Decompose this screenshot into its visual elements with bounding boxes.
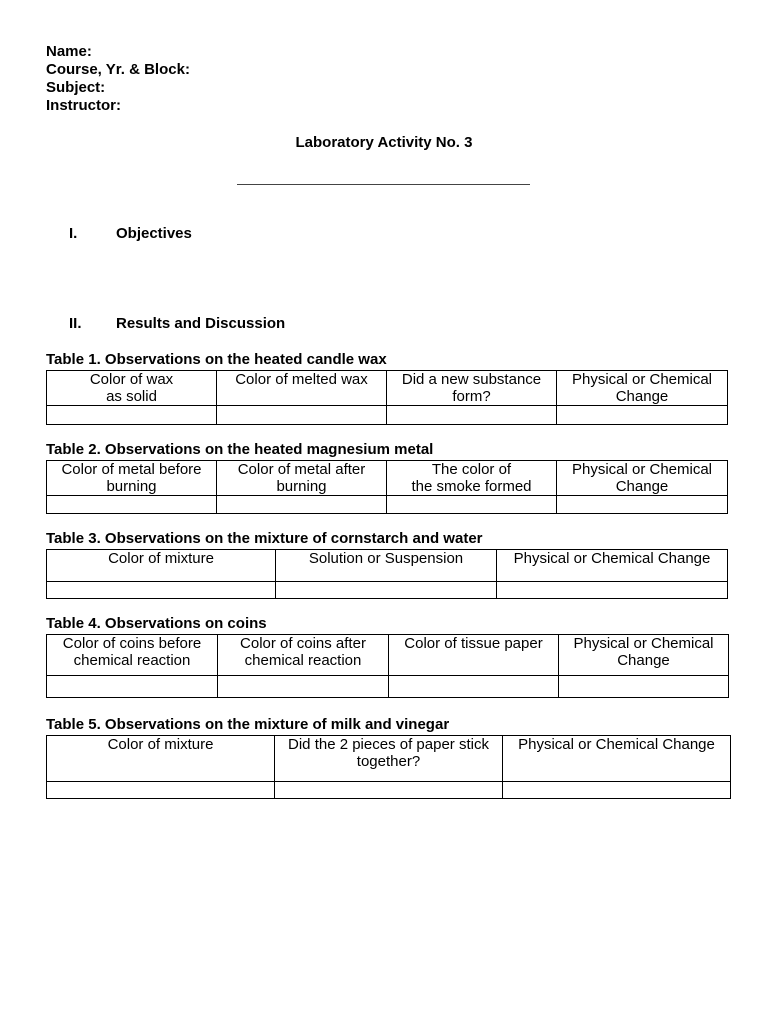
header-cell: Color of melted wax — [217, 371, 387, 406]
header-cell: Color of mixture — [47, 736, 275, 782]
table-1 — [46, 370, 728, 425]
table-header-row — [47, 371, 728, 406]
answer-cell[interactable] — [387, 406, 557, 425]
header-cell: Physical or Chemical Change — [497, 550, 728, 582]
instructor-label: Instructor: — [46, 97, 121, 114]
student-info-block — [46, 43, 190, 115]
table-3 — [46, 549, 728, 599]
header-cell: Color of tissue paper — [389, 635, 559, 676]
table-4-caption: Table 4. Observations on coins — [46, 615, 267, 632]
section-number: II. — [69, 315, 82, 332]
section-title: Results and Discussion — [116, 315, 286, 332]
header-cell: Color of coins after chemical reaction — [218, 635, 389, 676]
table-answer-row — [47, 406, 728, 425]
header-cell: Color of mixture — [47, 550, 276, 582]
section-results — [69, 315, 285, 332]
header-cell: Physical or Chemical Change — [503, 736, 731, 782]
table-answer-row — [47, 782, 731, 799]
table-header-row — [47, 461, 728, 496]
answer-cell[interactable] — [217, 406, 387, 425]
course-label: Course, Yr. & Block: — [46, 61, 190, 78]
table-3-caption: Table 3. Observations on the mixture of cornstarch and water — [46, 530, 483, 547]
table-4 — [46, 634, 729, 698]
name-label: Name: — [46, 43, 92, 60]
table-2 — [46, 460, 728, 514]
table-answer-row — [47, 676, 729, 698]
table-header-row — [47, 736, 731, 782]
answer-cell[interactable] — [276, 582, 497, 599]
header-cell: Did the 2 pieces of paper stick together? — [275, 736, 503, 782]
subject-label: Subject: — [46, 79, 106, 96]
answer-cell[interactable] — [557, 496, 728, 514]
answer-cell[interactable] — [557, 406, 728, 425]
table-1-caption: Table 1. Observations on the heated candle wax — [46, 351, 387, 368]
answer-cell[interactable] — [47, 406, 217, 425]
answer-cell[interactable] — [275, 782, 503, 799]
answer-cell[interactable] — [47, 496, 217, 514]
header-cell: Color of metal before burning — [47, 461, 217, 496]
header-cell: The color of the smoke formed — [387, 461, 557, 496]
answer-cell[interactable] — [503, 782, 731, 799]
answer-cell[interactable] — [559, 676, 729, 698]
answer-cell[interactable] — [217, 496, 387, 514]
title-blank-line — [237, 184, 530, 185]
section-objectives — [69, 225, 192, 242]
answer-cell[interactable] — [387, 496, 557, 514]
answer-cell[interactable] — [497, 582, 728, 599]
section-title: Objectives — [116, 225, 192, 242]
section-number: I. — [69, 225, 78, 242]
header-cell: Did a new substance form? — [387, 371, 557, 406]
answer-cell[interactable] — [389, 676, 559, 698]
table-header-row — [47, 635, 729, 676]
activity-title: Laboratory Activity No. 3 — [295, 134, 473, 151]
answer-cell[interactable] — [47, 582, 276, 599]
table-answer-row — [47, 582, 728, 599]
table-5 — [46, 735, 731, 799]
table-5-caption: Table 5. Observations on the mixture of milk and vinegar — [46, 716, 450, 733]
answer-cell[interactable] — [47, 676, 218, 698]
header-cell: Color of coins before chemical reaction — [47, 635, 218, 676]
header-cell: Color of wax as solid — [47, 371, 217, 406]
table-2-caption: Table 2. Observations on the heated magnesium metal — [46, 441, 434, 458]
answer-cell[interactable] — [47, 782, 275, 799]
header-cell: Physical or Chemical Change — [557, 461, 728, 496]
table-answer-row — [47, 496, 728, 514]
header-cell: Physical or Chemical Change — [559, 635, 729, 676]
header-cell: Physical or Chemical Change — [557, 371, 728, 406]
header-cell: Color of metal after burning — [217, 461, 387, 496]
table-header-row — [47, 550, 728, 582]
header-cell: Solution or Suspension — [276, 550, 497, 582]
answer-cell[interactable] — [218, 676, 389, 698]
